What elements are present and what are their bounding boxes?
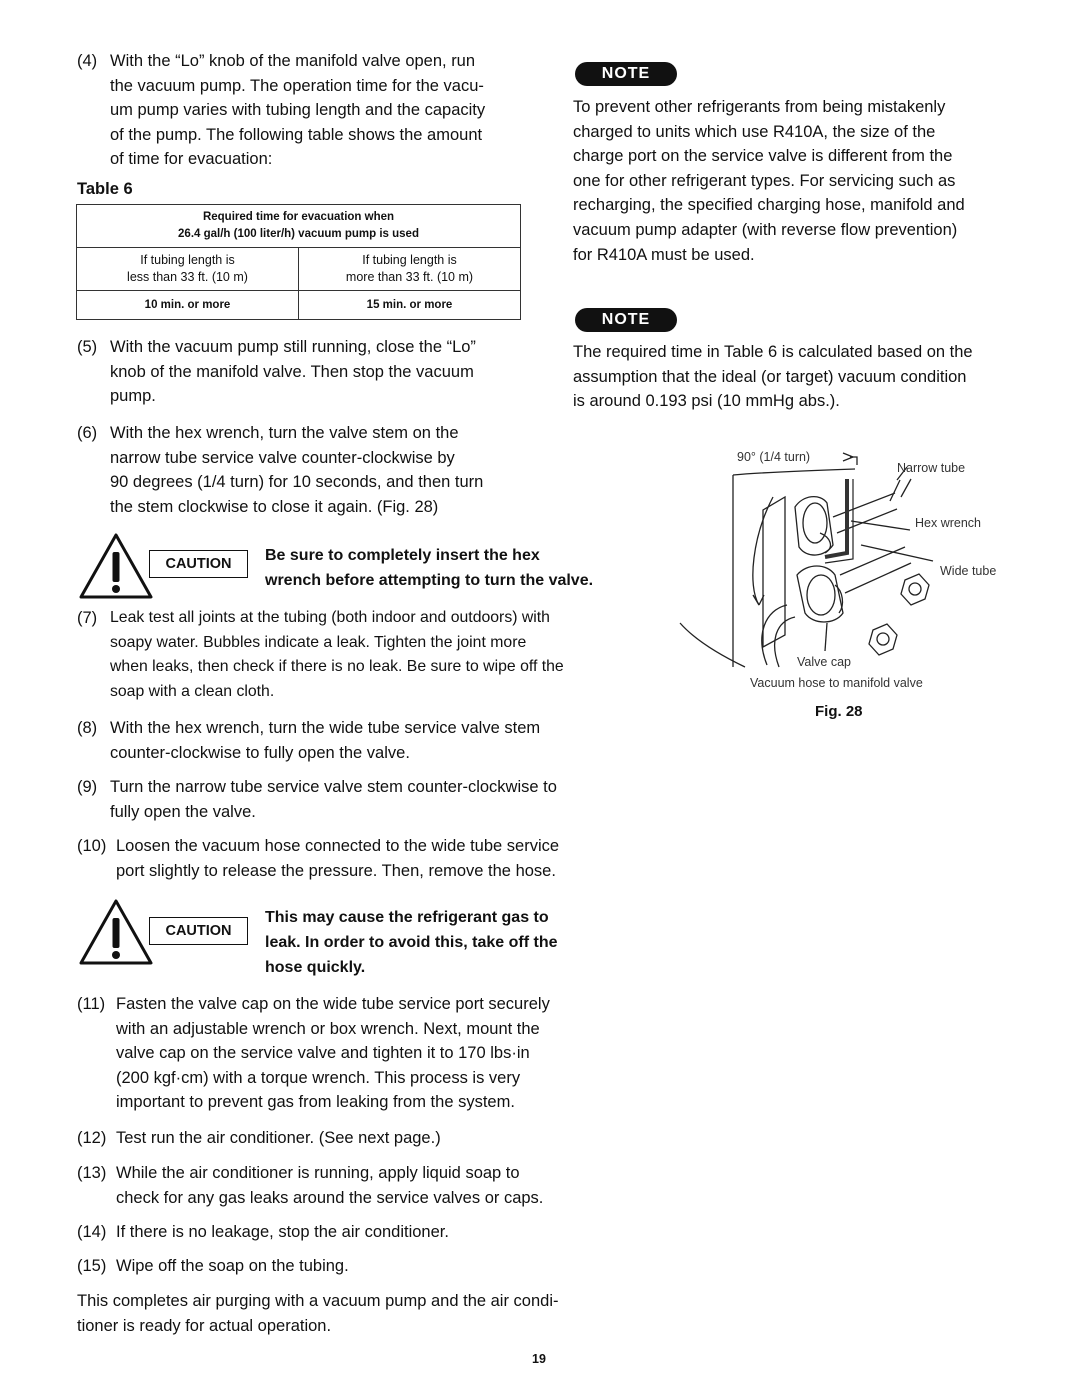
- step-line: when leaks, then check if there is no leak. Be sure to wipe off the: [110, 658, 564, 676]
- step-number: (8): [77, 719, 98, 737]
- figure-label-rotation: 90° (1/4 turn): [737, 450, 811, 464]
- evacuation-time-table: [76, 204, 521, 320]
- closing-paragraph: This completes air purging with a vacuum pump and the air condi- tioner is ready for actual operation.: [77, 1292, 559, 1335]
- caution-label: CAUTION: [149, 917, 248, 945]
- figure-label-narrow-tube: Narrow tube: [897, 461, 966, 475]
- step-line: If there is no leakage, stop the air conditioner.: [116, 1223, 449, 1241]
- step-line: the vacuum pump. The operation time for the vacu-: [110, 76, 484, 95]
- caution-message: Be sure to completely insert the hex wrench before attempting to turn the valve.: [265, 547, 594, 589]
- step-line: check for any gas leaks around the service valves or caps.: [116, 1188, 544, 1207]
- step-line: of the pump. The following table shows the amount: [110, 125, 483, 144]
- step-number: (7): [77, 609, 98, 627]
- note-paragraph: The required time in Table 6 is calculated based on the assumption that the ideal (or target) vacuum condition is around 0.193 psi (10 mmHg abs.).: [573, 343, 973, 411]
- step-number: (10): [77, 837, 107, 855]
- step-number: (15): [77, 1257, 107, 1275]
- step-number: (14): [77, 1223, 107, 1241]
- step-line: Loosen the vacuum hose connected to the wide tube service: [116, 837, 560, 855]
- step-line: important to prevent gas from leaking from the system.: [116, 1093, 515, 1112]
- step-line: With the hex wrench, turn the wide tube service valve stem: [110, 719, 541, 737]
- step-number: (12): [77, 1129, 107, 1147]
- step-line: pump.: [110, 387, 156, 406]
- step-number: (4): [77, 52, 98, 70]
- step-line: Turn the narrow tube service valve stem counter-clockwise to: [110, 778, 557, 796]
- warning-triangle-icon: [78, 532, 154, 600]
- table-header: Required time for evacuation when 26.4 gal/h (100 liter/h) vacuum pump is used: [77, 205, 521, 248]
- step-line: Wipe off the soap on the tubing.: [116, 1257, 349, 1275]
- step-line: soap with a clean cloth.: [110, 682, 275, 700]
- figure-caption: Fig. 28: [815, 703, 863, 720]
- note-badge: NOTE: [575, 62, 677, 86]
- note-badge: NOTE: [575, 308, 677, 332]
- step-line: With the “Lo” knob of the manifold valve open, run: [110, 52, 476, 70]
- step-number: (11): [77, 995, 106, 1013]
- figure-label-wide-tube: Wide tube: [940, 564, 997, 578]
- step-line: Leak test all joints at the tubing (both indoor and outdoors) with: [110, 609, 550, 626]
- step-number: (9): [77, 778, 98, 796]
- table-cell-short-time: 10 min. or more: [77, 291, 299, 320]
- step-line: With the hex wrench, turn the valve stem on the: [110, 424, 459, 442]
- step-number: (13): [77, 1164, 107, 1182]
- step-line: counter-clockwise to fully open the valve.: [110, 743, 410, 762]
- step-line: port slightly to release the pressure. Then, remove the hose.: [116, 861, 556, 880]
- caution-message: This may cause the refrigerant gas to leak. In order to avoid this, take off the hose quickly.: [265, 909, 558, 976]
- table-col-short: If tubing length is less than 33 ft. (10 m): [77, 248, 299, 291]
- caution-label: CAUTION: [149, 550, 248, 578]
- warning-triangle-icon: [78, 898, 154, 966]
- step-line: with an adjustable wrench or box wrench. Next, mount the: [116, 1019, 540, 1038]
- table-title: Table 6: [77, 180, 133, 198]
- step-number: (5): [77, 338, 98, 356]
- note-paragraph: To prevent other refrigerants from being mistakenly charged to units which use R410A, the size of the charge port on the service valve is different from the one for other refrigerant types. For servicing such as recharging, the specified charging hose, manifold and vacuum pump adapter (with reverse flow prevention) for R410A must be used.: [573, 98, 965, 264]
- figure-label-hex-wrench: Hex wrench: [915, 516, 981, 530]
- step-line: um pump varies with tubing length and the capacity: [110, 101, 486, 120]
- figure-label-vacuum-hose: Vacuum hose to manifold valve: [750, 676, 923, 690]
- step-line: 90 degrees (1/4 turn) for 10 seconds, and then turn: [110, 473, 484, 492]
- step-line: soapy water. Bubbles indicate a leak. Tighten the joint more: [110, 633, 527, 651]
- step-line: While the air conditioner is running, apply liquid soap to: [116, 1164, 520, 1182]
- step-line: (200 kgf·cm) with a torque wrench. This process is very: [116, 1068, 521, 1087]
- table-cell-long-time: 15 min. or more: [299, 291, 521, 320]
- page-number: 19: [532, 1352, 546, 1366]
- step-line: knob of the manifold valve. Then stop the vacuum: [110, 362, 474, 381]
- step-line: With the vacuum pump still running, close the “Lo”: [110, 338, 476, 356]
- step-line: the stem clockwise to close it again. (Fig. 28): [110, 497, 439, 516]
- step-line: fully open the valve.: [110, 802, 256, 821]
- table-col-long: If tubing length is more than 33 ft. (10 m): [299, 248, 521, 291]
- step-line: Test run the air conditioner. (See next page.): [116, 1129, 441, 1147]
- step-number: (6): [77, 424, 98, 442]
- step-line: narrow tube service valve counter-clockwise by: [110, 448, 455, 467]
- figure-label-valve-cap: Valve cap: [797, 655, 851, 669]
- step-line: valve cap on the service valve and tighten it to 170 lbs·in: [116, 1044, 530, 1063]
- step-line: of time for evacuation:: [110, 150, 273, 169]
- step-line: Fasten the valve cap on the wide tube service port securely: [116, 995, 550, 1013]
